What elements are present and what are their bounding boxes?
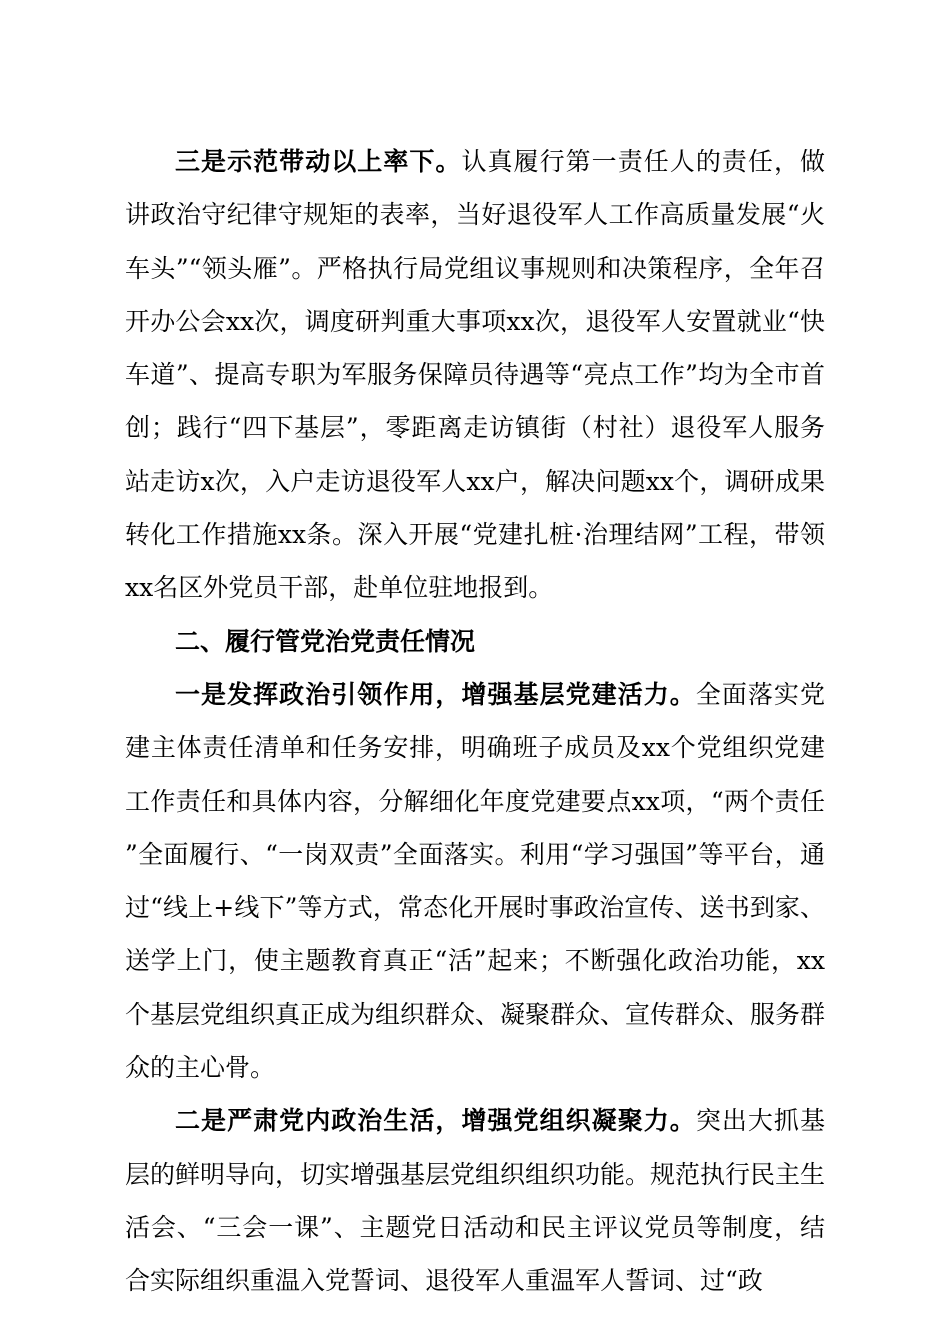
- paragraph-demonstration: [125, 135, 825, 615]
- document-body: [125, 135, 825, 1308]
- paragraph-lead: 一是发挥政治引领作用，增强基层党建活力。: [175, 679, 696, 709]
- section-heading: 二、履行管党治党责任情况: [175, 626, 476, 656]
- paragraph-lead: 三是示范带动以上率下。: [175, 147, 462, 176]
- paragraph-body: 突出大抓基层的鲜明导向，切实增强基层党组织组织功能。规范执行民主生活会、“三会一课”、主题党日活动和民主评议党员等制度，结合实际组织重温入党誓词、退役军人重温军人誓词、过“政: [125, 1106, 826, 1296]
- paragraph-lead: 二是严肃党内政治生活，增强党组织凝聚力。: [175, 1106, 696, 1136]
- paragraph-body: 认真履行第一责任人的责任，做讲政治守纪律守规矩的表率，当好退役军人工作高质量发展“火车头”“领头雁”。严格执行局党组议事规则和决策程序，全年召开办公会xx次，调度研判重大事项xx次，退役军人安置就业“快车道”、提高专职为军服务保障员待遇等“亮点工作”均为全市首创；践行“四下基层”，零距离走访镇街（村社）退役军人服务站走访x次，入户走访退役军人xx户，解决问题xx个，调研成果转化工作措施xx条。深入开展“党建扎桩·治理结网”工程，带领xx名区外党员干部，赴单位驻地报到。: [125, 147, 825, 603]
- paragraph-body: 全面落实党建主体责任清单和任务安排，明确班子成员及xx个党组织党建工作责任和具体内容，分解细化年度党建要点xx项，“两个责任”全面履行、“一岗双责”全面落实。利用“学习强国”等平台，通过“线上+线下”等方式，常态化开展时事政治宣传、送书到家、送学上门，使主题教育真正“活”起来；不断强化政治功能，xx个基层党组织真正成为组织群众、凝聚群众、宣传群众、服务群众的主心骨。: [125, 679, 826, 1083]
- paragraph-party-life: [125, 1094, 825, 1307]
- paragraph-political-leadership: [125, 668, 825, 1094]
